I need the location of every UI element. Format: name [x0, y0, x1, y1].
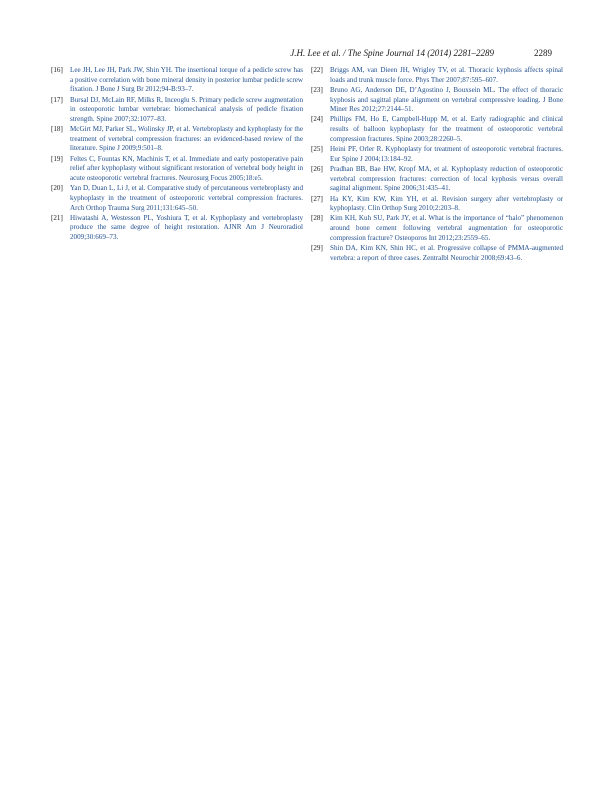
reference-item	[311, 86, 563, 115]
reference-number: [22]	[311, 66, 323, 74]
reference-item	[51, 155, 303, 184]
reference-number: [24]	[311, 115, 323, 124]
reference-number: [26]	[311, 164, 323, 173]
reference-link[interactable]: Shin DA, Kim KN, Shin HC, et al. Progressive collapse of PMMA-augmented vertebra: a report of three cases. Zentralbl Neurochir 2008;69:43–6.	[330, 243, 563, 262]
references-left-column	[51, 66, 303, 243]
journal-citation: J.H. Lee et al. / The Spine Journal 14 (2014) 2281–2289	[290, 48, 494, 58]
reference-number: [18]	[51, 125, 63, 134]
reference-link[interactable]: Bursal DJ, McLain RF, Milks R, Inceoglu S. Primary pedicle screw augmentation in osteoporotic lumbar vertebrae: biomechanical analysis of pedicle fixation strength. Spine 2007;32:1077–83.	[70, 95, 303, 123]
reference-item	[311, 214, 563, 243]
reference-item	[311, 66, 563, 85]
page-number: 2289	[534, 48, 552, 58]
reference-number: [16]	[51, 66, 63, 74]
reference-item	[51, 125, 303, 154]
reference-link[interactable]: Ha KY, Kim KW, Kim YH, et al. Revision surgery after vertebroplasty or kyphoplasty. Clin Orthop Surg 2010;2:203–8.	[330, 194, 563, 213]
reference-item	[51, 214, 303, 243]
reference-link[interactable]: Pradhan BB, Bae HW, Kropf MA, et al. Kyphoplasty reduction of osteoporotic vertebral compression fractures: correction of local kyphosis versus overall sagittal alignment. Spine 2006;31:435–41.	[330, 164, 563, 193]
reference-number: [20]	[51, 184, 63, 193]
reference-link[interactable]: Hiwatashi A, Westesson PL, Yoshiura T, et al. Kyphoplasty and vertebroplasty produce the same degree of height restoration. AJNR Am J Neuroradiol 2009;30:669–73.	[70, 213, 303, 242]
reference-item	[311, 195, 563, 214]
reference-number: [21]	[51, 213, 63, 222]
reference-number: [27]	[311, 194, 323, 203]
reference-number: [17]	[51, 95, 63, 104]
reference-number: [19]	[51, 154, 63, 163]
reference-link[interactable]: Briggs AM, van Dieen JH, Wrigley TV, et al. Thoracic kyphosis affects spinal loads and trunk muscle force. Phys Ther 2007;87:595–607.	[330, 66, 563, 84]
reference-item	[51, 66, 303, 95]
reference-item	[311, 244, 563, 263]
reference-number: [28]	[311, 214, 323, 223]
reference-link[interactable]: Yan D, Duan L, Li J, et al. Comparative study of percutaneous vertebroplasty and kyphoplasty in the treatment of osteoporotic vertebral compression fractures. Arch Orthop Trauma Surg 2011;131:645–50.	[70, 184, 303, 212]
reference-link[interactable]: Kim KH, Kuh SU, Park JY, et al. What is the importance of “halo” phenomenon around bone cement following vertebral augmentation for osteoporotic compression fracture? Osteoporos Int 2012;23:2559–65.	[330, 214, 563, 242]
reference-link[interactable]: Feltes C, Fountas KN, Machinis T, et al. Immediate and early postoperative pain relief after kyphoplasty without significant restoration of vertebral body height in acute osteoporotic vertebral fractures. Neurosurg Focus 2005;18:e5.	[70, 154, 303, 182]
reference-item	[51, 96, 303, 125]
reference-link[interactable]: Phillips FM, Ho E, Campbell-Hupp M, et al. Early radiographic and clinical results of balloon kyphoplasty for the treatment of osteoporotic vertebral compression fractures. Spine 2003;28:2260–5.	[330, 115, 563, 143]
reference-item	[51, 184, 303, 213]
reference-item	[311, 165, 563, 194]
reference-link[interactable]: Bruno AG, Anderson DE, D’Agostino J, Bouxsein ML. The effect of thoracic kyphosis and sagittal plane alignment on vertebral compressive loading. J Bone Miner Res 2012;27:2144–51.	[330, 85, 563, 114]
references-right-column	[311, 66, 563, 264]
reference-link[interactable]: Lee JH, Lee JH, Park JW, Shin YH. The insertional torque of a pedicle screw has a positive correlation with bone mineral density in posterior lumbar pedicle screw fixation. J Bone J Surg Br 2012;94-B:93–7.	[70, 66, 303, 94]
reference-item	[311, 115, 563, 144]
reference-link[interactable]: McGirt MJ, Parker SL, Wolinsky JP, et al. Vertebroplasty and kyphoplasty for the treatment of vertebral compression fractures: an evidenced-based review of the literature. Spine J 2009;9:501–8.	[70, 125, 303, 153]
reference-number: [23]	[311, 85, 323, 94]
running-header	[40, 48, 560, 62]
reference-item	[311, 145, 563, 164]
reference-number: [25]	[311, 145, 323, 154]
reference-number: [29]	[311, 243, 323, 252]
reference-link[interactable]: Heini PF, Orler R. Kyphoplasty for treatment of osteoporotic vertebral fractures. Eur Spine J 2004;13:184–92.	[330, 145, 563, 163]
